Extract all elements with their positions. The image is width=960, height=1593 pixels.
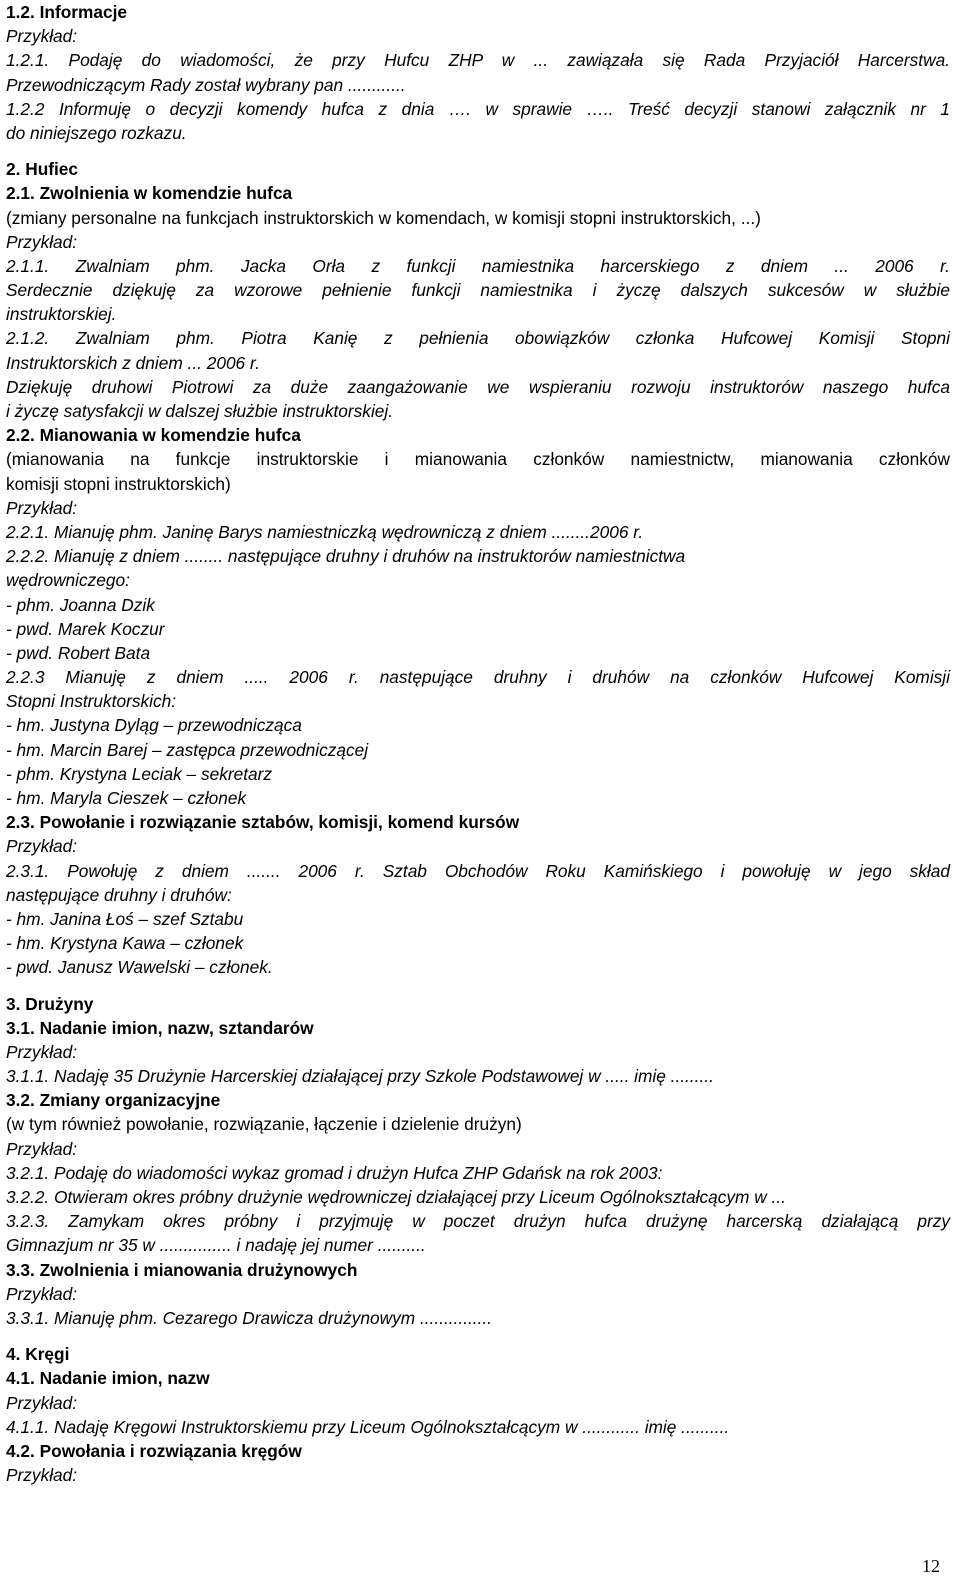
text-line: 2.3.1. Powołuję z dniem ....... 2006 r. Sztab Obchodów Roku Kamińskiego i powołuję w jego skład [6, 860, 950, 881]
example-label: Przykład: [6, 26, 78, 47]
text-line: i życzę satysfakcji w dalszej służbie instruktorskiej. [6, 401, 394, 421]
example-label: Przykład: [6, 1138, 78, 1159]
section-heading: 4. Kręgi [6, 1344, 70, 1365]
text-line: - hm. Janina Łoś – szef Sztabu [6, 908, 244, 929]
text-line: wędrowniczego: [6, 570, 130, 591]
text-line: - phm. Joanna Dzik [6, 594, 155, 615]
text-line: instruktorskiej. [6, 304, 117, 325]
example-label: Przykład: [6, 1283, 78, 1304]
text-line: następujące druhny i druhów: [6, 884, 232, 905]
text-line: 2.2.1. Mianuję phm. Janinę Barys namiestniczką wędrowniczą z dniem ........2006 r. [6, 521, 644, 542]
section-heading: 3. Drużyny [6, 993, 94, 1014]
text-line: 3.2.1. Podaję do wiadomości wykaz gromad i drużyn Hufca ZHP Gdańsk na rok 2003: [6, 1162, 663, 1183]
example-label: Przykład: [6, 1392, 78, 1413]
text-line: 2.2.2. Mianuję z dniem ........ następujące druhny i druhów na instruktorów namiestnictwa [6, 546, 686, 567]
section-heading: 2. Hufiec [6, 159, 79, 180]
page-number: 12 [922, 1556, 940, 1576]
text-line: 1.2.1. Podaję do wiadomości, że przy Hufcu ZHP w ... zawiązała się Rada Przyjaciół Harcerstwa. [6, 50, 950, 71]
text-line: komisji stopni instruktorskich) [6, 473, 231, 494]
text-line: - pwd. Marek Koczur [6, 618, 165, 639]
section-heading: 3.2. Zmiany organizacyjne [6, 1090, 221, 1111]
text-line: - hm. Maryla Cieszek – członek [6, 788, 247, 808]
section-heading: 3.1. Nadanie imion, nazw, sztandarów [6, 1017, 314, 1038]
text-line: (zmiany personalne na funkcjach instruktorskich w komendach, w komisji stopni instruktorskich, ...) [6, 207, 761, 228]
example-label: Przykład: [6, 231, 78, 252]
text-line: Serdecznie dziękuję za wzorowe pełnienie funkcji namiestnika i życzę dalszych sukcesów w służbie [6, 280, 950, 301]
text-line: 2.1.2. Zwalniam phm. Piotra Kanię z pełnienia obowiązków członka Hufcowej Komisji Stopni [6, 328, 950, 349]
text-line: 1.2.2 Informuję o decyzji komendy hufca z dnia …. w sprawie ….. Treść decyzji stanowi załącznik nr 1 [6, 98, 950, 119]
text-line: 2.2.3 Mianuję z dniem ..... 2006 r. następujące druhny i druhów na członków Hufcowej Komisji [6, 667, 950, 688]
text-line: - pwd. Robert Bata [6, 642, 151, 663]
text-line: Instruktorskich z dniem ... 2006 r. [6, 352, 260, 373]
text-line: Przewodniczącym Rady został wybrany pan ............ [6, 74, 406, 95]
text-line: - hm. Justyna Dyląg – przewodnicząca [6, 715, 302, 736]
text-line: (mianowania na funkcje instruktorskie i mianowania członków namiestnictw, mianowania członków [6, 449, 950, 470]
section-heading: 2.1. Zwolnienia w komendzie hufca [6, 183, 293, 204]
text-line: - pwd. Janusz Wawelski – członek. [6, 957, 273, 978]
text-line: do niniejszego rozkazu. [6, 122, 187, 143]
section-heading: 2.3. Powołanie i rozwiązanie sztabów, komisji, komend kursów [6, 812, 520, 833]
section-heading: 2.2. Mianowania w komendzie hufca [6, 425, 301, 446]
section-spacer [6, 980, 950, 992]
section-spacer [6, 1330, 950, 1342]
text-line: Stopni Instruktorskich: [6, 691, 177, 712]
document-page [6, 0, 950, 1487]
example-label: Przykład: [6, 497, 78, 518]
example-label: Przykład: [6, 1041, 78, 1062]
example-label: Przykład: [6, 836, 78, 857]
section-heading: 4.1. Nadanie imion, nazw [6, 1368, 210, 1389]
text-line: - phm. Krystyna Leciak – sekretarz [6, 763, 273, 784]
section-heading: 4.2. Powołania i rozwiązania kręgów [6, 1440, 302, 1461]
text-line: Dziękuję druhowi Piotrowi za duże zaangażowanie we wspieraniu rozwoju instruktorów naszego hufca [6, 376, 950, 397]
text-line: 2.1.1. Zwalniam phm. Jacka Orła z funkcji namiestnika harcerskiego z dniem ... 2006 r. [6, 255, 950, 276]
example-label: Przykład: [6, 1465, 78, 1486]
section-heading: 1.2. Informacje [6, 2, 128, 22]
text-line: Gimnazjum nr 35 w ............... i nadaję jej numer .......... [6, 1235, 426, 1256]
text-line: - hm. Krystyna Kawa – członek [6, 933, 244, 954]
text-line: 3.1.1. Nadaję 35 Drużynie Harcerskiej działającej przy Szkole Podstawowej w ..... imię ......... [6, 1066, 714, 1087]
section-heading: 3.3. Zwolnienia i mianowania drużynowych [6, 1259, 358, 1280]
text-line: 3.2.3. Zamykam okres próbny i przyjmuję w poczet drużyn hufca drużynę harcerską działającą przy [6, 1211, 950, 1232]
text-line: 4.1.1. Nadaję Kręgowi Instruktorskiemu przy Liceum Ogólnokształcącym w ............ imię .......... [6, 1416, 730, 1437]
text-line: 3.3.1. Mianuję phm. Cezarego Drawicza drużynowym ............... [6, 1307, 492, 1328]
text-line: (w tym również powołanie, rozwiązanie, łączenie i dzielenie drużyn) [6, 1114, 522, 1135]
text-line: - hm. Marcin Barej – zastępca przewodniczącej [6, 739, 369, 760]
text-line: 3.2.2. Otwieram okres próbny drużynie wędrowniczej działającej przy Liceum Ogólnokształcącym w ... [6, 1187, 786, 1207]
section-spacer [6, 145, 950, 157]
